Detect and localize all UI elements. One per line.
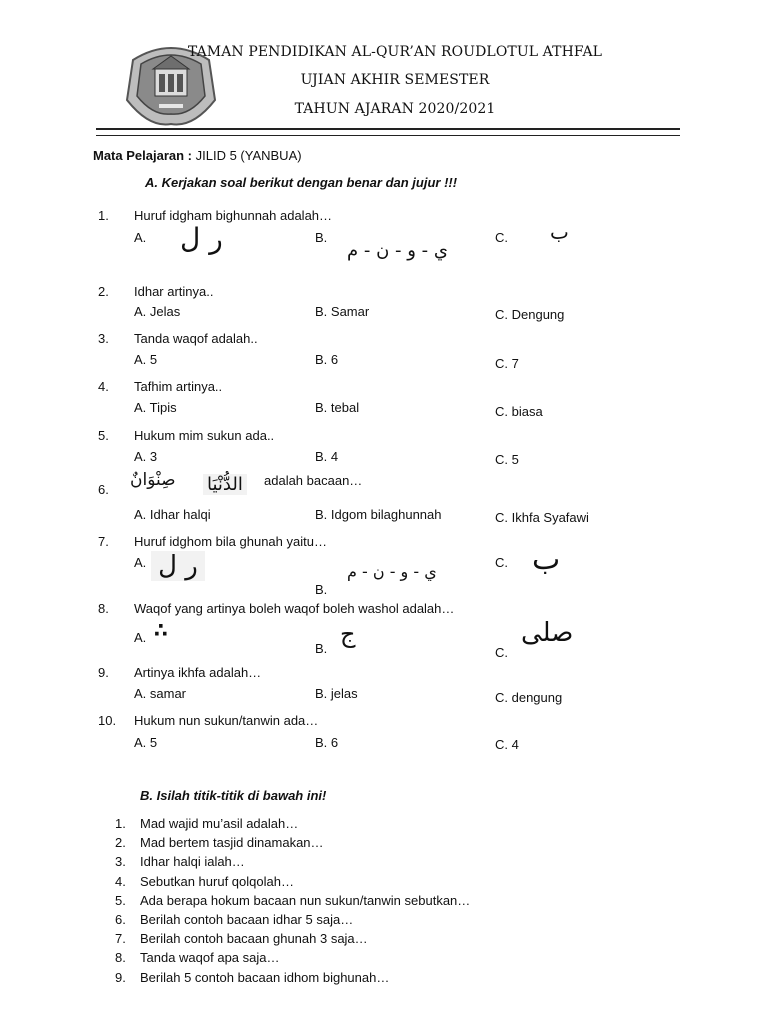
q8-option-b: B.	[315, 641, 328, 656]
q7-text: Huruf idghom bila ghunah yaitu…	[134, 534, 327, 549]
q1-text: Huruf idgham bighunnah adalah…	[134, 208, 333, 223]
q2-text: Idhar artinya..	[134, 284, 214, 299]
q5-option-a: A. 3	[134, 449, 158, 464]
section-b-title: B. Isilah titik-titik di bawah ini!	[140, 788, 327, 803]
b-item-6-text: Berilah contoh bacaan idhar 5 saja…	[140, 912, 354, 927]
b-item-5-text: Ada berapa hokum bacaan nun sukun/tanwin sebutkan…	[140, 893, 471, 908]
q6-number: 6.	[98, 482, 109, 497]
q7-option-c-arabic: ب	[532, 542, 561, 577]
b-item-3-number: 3.	[115, 854, 126, 869]
q1-number: 1.	[98, 208, 109, 223]
b-item-2-number: 2.	[115, 835, 126, 850]
academic-year: TAHUN AJARAN 2020/2021	[294, 101, 496, 117]
q9-text: Artinya ikhfa adalah…	[134, 665, 262, 680]
q9-option-c: C. dengung	[495, 690, 563, 705]
b-item-4-number: 4.	[115, 874, 126, 889]
header-rule-top	[96, 128, 680, 130]
q6-text: adalah bacaan…	[264, 473, 363, 488]
q5-option-c: C. 5	[495, 452, 519, 467]
q8-option-b-arabic: ج	[340, 620, 356, 648]
b-item-7-number: 7.	[115, 931, 126, 946]
q8-text: Waqof yang artinya boleh waqof boleh washol adalah…	[134, 601, 455, 616]
q8-option-c-arabic: صلى	[521, 618, 574, 648]
q6-option-c: C. Ikhfa Syafawi	[495, 510, 589, 525]
q7-option-a: A.	[134, 555, 147, 570]
q6-arabic-word-2: الدُّنْيَا	[203, 474, 247, 495]
q3-option-b: B. 6	[315, 352, 339, 367]
b-item-2-text: Mad bertem tasjid dinamakan…	[140, 835, 324, 850]
q9-option-b: B. jelas	[315, 686, 358, 701]
q7-option-a-arabic: ر ل	[151, 551, 205, 581]
q2-number: 2.	[98, 284, 109, 299]
subject-label: Mata Pelajaran :	[93, 148, 192, 163]
q4-text: Tafhim artinya..	[134, 379, 223, 394]
subject-line	[93, 148, 302, 163]
exam-title: UJIAN AKHIR SEMESTER	[300, 72, 490, 88]
q8-option-c: C.	[495, 645, 508, 660]
b-item-1-number: 1.	[115, 816, 126, 831]
q4-option-a: A. Tipis	[134, 400, 177, 415]
b-item-8-number: 8.	[115, 950, 126, 965]
q2-option-c: C. Dengung	[495, 307, 565, 322]
q4-option-c: C. biasa	[495, 404, 543, 419]
b-item-6-number: 6.	[115, 912, 126, 927]
q6-arabic-word-1: صِنْوَانٌ	[130, 470, 176, 490]
q1-option-b: B.	[315, 230, 328, 245]
b-item-7-text: Berilah contoh bacaan ghunah 3 saja…	[140, 931, 368, 946]
q10-option-c: C. 4	[495, 737, 519, 752]
q8-option-a-symbol: ∴	[154, 618, 168, 642]
q7-option-b: B.	[315, 582, 328, 597]
q3-option-c: C. 7	[495, 356, 519, 371]
q8-number: 8.	[98, 601, 109, 616]
b-item-3-text: Idhar halqi ialah…	[140, 854, 245, 869]
q1-option-b-arabic: ي - و - ن - م	[347, 240, 448, 261]
q1-option-c-arabic: ب	[550, 220, 569, 244]
q7-number: 7.	[98, 534, 109, 549]
b-item-9-number: 9.	[115, 970, 126, 985]
q3-text: Tanda waqof adalah..	[134, 331, 258, 346]
q10-option-b: B. 6	[315, 735, 339, 750]
q7-option-b-arabic: ي - و - ن - م	[347, 562, 437, 581]
q8-option-a: A.	[134, 630, 147, 645]
b-item-9-text: Berilah 5 contoh bacaan idhom bighunah…	[140, 970, 390, 985]
q1-option-a: A.	[134, 230, 147, 245]
q10-number: 10.	[98, 713, 117, 728]
section-a-title: A. Kerjakan soal berikut dengan benar dan jujur !!!	[145, 175, 458, 190]
q2-option-a: A. Jelas	[134, 304, 181, 319]
q5-number: 5.	[98, 428, 109, 443]
q6-option-a: A. Idhar halqi	[134, 507, 211, 522]
q5-text: Hukum mim sukun ada..	[134, 428, 275, 443]
q4-number: 4.	[98, 379, 109, 394]
b-item-1-text: Mad wajid mu’asil adalah…	[140, 816, 299, 831]
q9-option-a: A. samar	[134, 686, 187, 701]
q10-option-a: A. 5	[134, 735, 158, 750]
b-item-8-text: Tanda waqof apa saja…	[140, 950, 280, 965]
q3-number: 3.	[98, 331, 109, 346]
q7-option-c: C.	[495, 555, 508, 570]
b-item-5-number: 5.	[115, 893, 126, 908]
q4-option-b: B. tebal	[315, 400, 360, 415]
q2-option-b: B. Samar	[315, 304, 370, 319]
q1-option-c: C.	[495, 230, 508, 245]
subject-value: JILID 5 (YANBUA)	[195, 148, 302, 163]
header-rule-bottom	[96, 135, 680, 136]
q1-option-a-arabic: ر ل	[180, 222, 223, 255]
q3-option-a: A. 5	[134, 352, 158, 367]
q10-text: Hukum nun sukun/tanwin ada…	[134, 713, 319, 728]
q5-option-b: B. 4	[315, 449, 339, 464]
b-item-4-text: Sebutkan huruf qolqolah…	[140, 874, 294, 889]
q9-number: 9.	[98, 665, 109, 680]
q6-option-b: B. Idgom bilaghunnah	[315, 507, 442, 522]
school-name: TAMAN PENDIDIKAN AL-QUR’AN ROUDLOTUL ATHFAL	[187, 44, 603, 60]
